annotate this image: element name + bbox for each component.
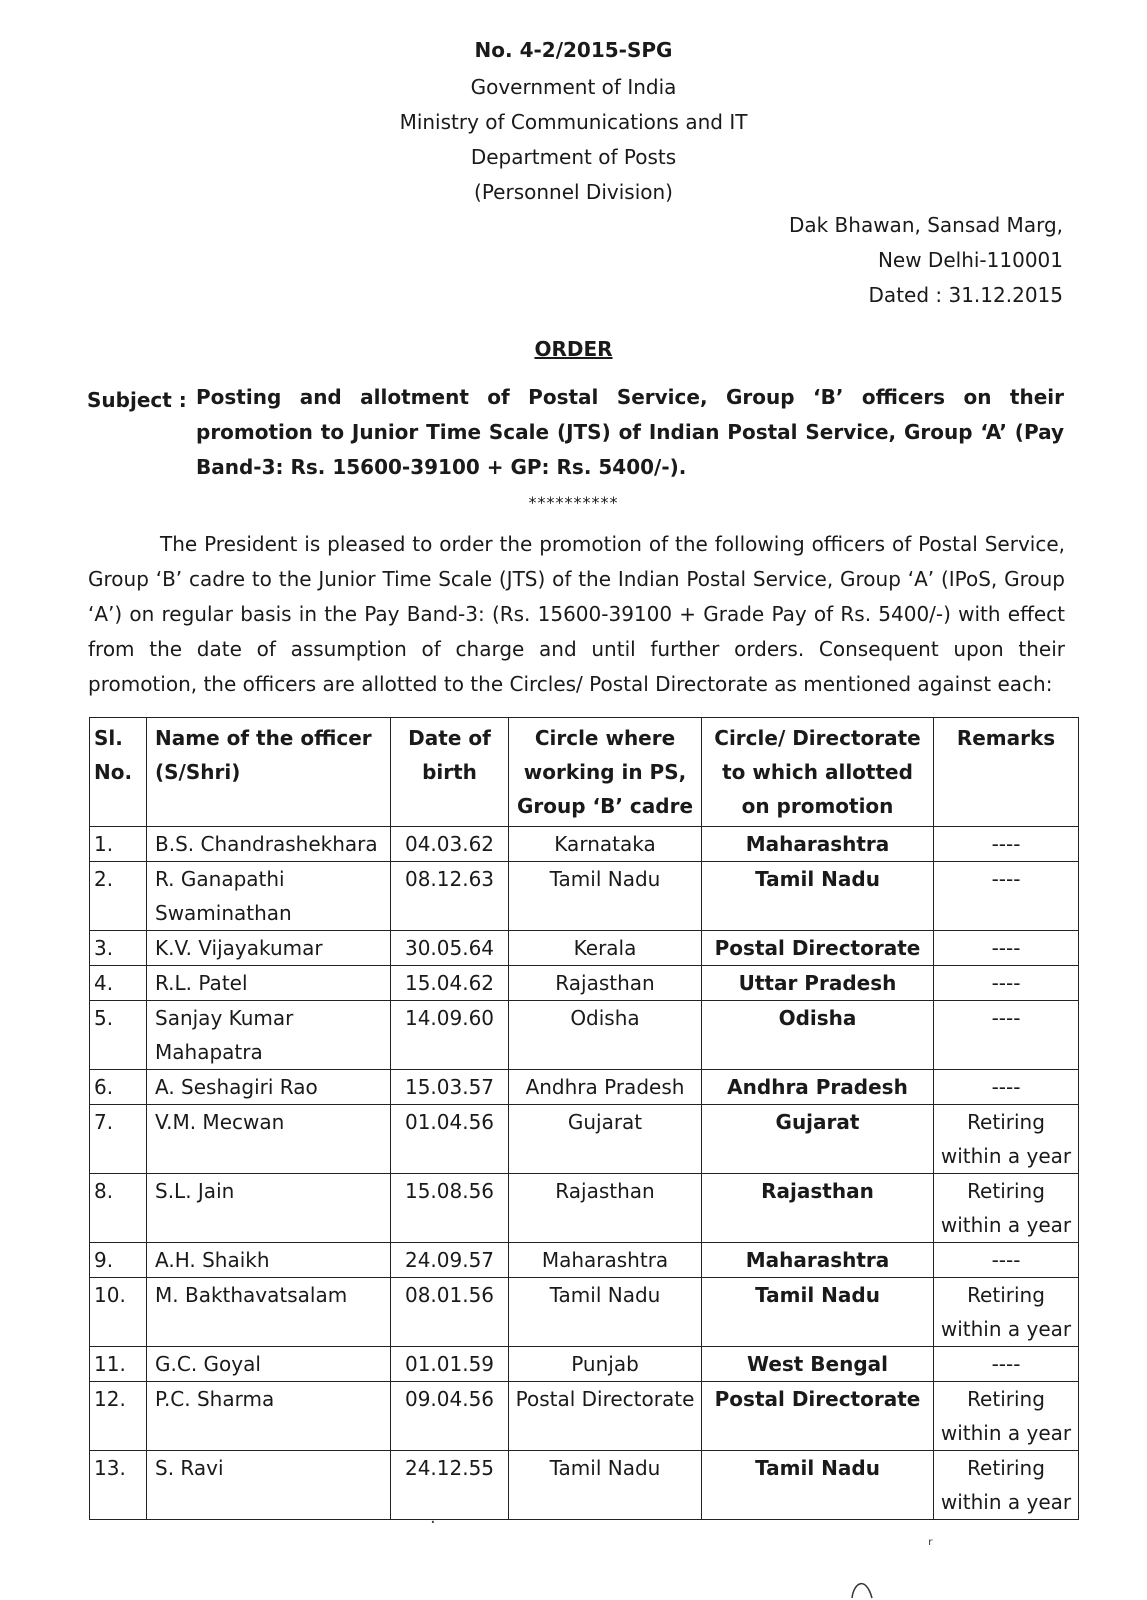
cell-working: Punjab [509,1347,702,1382]
cell-working: Karnataka [509,827,702,862]
cell-allotted: Odisha [702,1001,934,1070]
scan-speck: · [430,1512,436,1533]
cell-allotted: West Bengal [702,1347,934,1382]
header-remarks: Remarks [934,718,1079,827]
address-line-2: New Delhi-110001 [877,248,1063,272]
cell-remarks: ---- [934,1070,1079,1105]
table-row [90,1382,1079,1451]
cell-name: R.L. Patel [147,966,391,1001]
header-sl-no: Sl. No. [90,718,147,827]
cell-sl: 8. [90,1174,147,1243]
table-row [90,931,1079,966]
table-row [90,827,1079,862]
header-officer-name: Name of the officer (S/Shri) [147,718,391,827]
cell-name: G.C. Goyal [147,1347,391,1382]
table-header-row [90,718,1079,827]
cell-remarks: ---- [934,827,1079,862]
cell-remarks: Retiring within a year [934,1278,1079,1347]
cell-working: Tamil Nadu [509,1451,702,1520]
header-circle-working: Circle where working in PS, Group ‘B’ cadre [509,718,702,827]
cell-working: Andhra Pradesh [509,1070,702,1105]
cell-allotted: Tamil Nadu [702,862,934,931]
cell-name: R. Ganapathi Swaminathan [147,862,391,931]
cell-dob: 08.12.63 [391,862,509,931]
cell-remarks: Retiring within a year [934,1451,1079,1520]
cell-remarks: ---- [934,1001,1079,1070]
cell-name: S.L. Jain [147,1174,391,1243]
cell-sl: 7. [90,1105,147,1174]
cell-dob: 15.08.56 [391,1174,509,1243]
cell-working: Gujarat [509,1105,702,1174]
cell-working: Rajasthan [509,966,702,1001]
table-row [90,862,1079,931]
table-row [90,1347,1079,1382]
table-row [90,966,1079,1001]
cell-working: Tamil Nadu [509,1278,702,1347]
address-line-1: Dak Bhawan, Sansad Marg, [788,213,1063,237]
cell-allotted: Tamil Nadu [702,1278,934,1347]
cell-dob: 30.05.64 [391,931,509,966]
subject-text: Posting and allotment of Postal Service, Group ‘B’ officers on their promotion to Junior Time Scale (JTS) of Indian Postal Service, Group ‘A’ (Pay Band-3: Rs. 15600-39100 + GP: Rs. 5400/-). [196,385,1064,479]
dated: Dated : 31.12.2015 [868,283,1063,307]
cell-remarks: Retiring within a year [934,1382,1079,1451]
cell-sl: 3. [90,931,147,966]
cell-remarks: ---- [934,966,1079,1001]
header-date-of-birth: Date of birth [391,718,509,827]
cell-dob: 14.09.60 [391,1001,509,1070]
cell-name: P.C. Sharma [147,1382,391,1451]
header-circle-allotted: Circle/ Directorate to which allotted on promotion [702,718,934,827]
cell-sl: 11. [90,1347,147,1382]
cell-dob: 01.04.56 [391,1105,509,1174]
cell-sl: 6. [90,1070,147,1105]
cell-dob: 04.03.62 [391,827,509,862]
cell-remarks: ---- [934,931,1079,966]
document-title: ORDER [534,337,613,361]
table-row [90,1105,1079,1174]
header-ministry: Ministry of Communications and IT [399,110,748,134]
cell-sl: 2. [90,862,147,931]
cell-dob: 01.01.59 [391,1347,509,1382]
cell-dob: 24.12.55 [391,1451,509,1520]
cell-working: Maharashtra [509,1243,702,1278]
cell-sl: 5. [90,1001,147,1070]
cell-allotted: Postal Directorate [702,1382,934,1451]
cell-working: Odisha [509,1001,702,1070]
cell-allotted: Rajasthan [702,1174,934,1243]
cell-working: Postal Directorate [509,1382,702,1451]
cell-dob: 15.04.62 [391,966,509,1001]
cell-name: B.S. Chandrashekhara [147,827,391,862]
cell-sl: 13. [90,1451,147,1520]
order-number: No. 4-2/2015-SPG [474,38,673,62]
table-row [90,1278,1079,1347]
cell-name: K.V. Vijayakumar [147,931,391,966]
table-row [90,1070,1079,1105]
cell-sl: 10. [90,1278,147,1347]
table-row [90,1243,1079,1278]
subject-label: Subject : [87,388,187,412]
cell-remarks: ---- [934,1347,1079,1382]
cell-allotted: Maharashtra [702,1243,934,1278]
cell-remarks: ---- [934,862,1079,931]
header-division: (Personnel Division) [474,180,673,204]
cell-dob: 08.01.56 [391,1278,509,1347]
cell-allotted: Uttar Pradesh [702,966,934,1001]
cell-dob: 09.04.56 [391,1382,509,1451]
cell-working: Kerala [509,931,702,966]
cell-name: A. Seshagiri Rao [147,1070,391,1105]
table-row [90,1174,1079,1243]
cell-remarks: Retiring within a year [934,1105,1079,1174]
cell-name: Sanjay Kumar Mahapatra [147,1001,391,1070]
cell-dob: 15.03.57 [391,1070,509,1105]
separator: ********** [528,493,619,512]
cell-sl: 1. [90,827,147,862]
officers-table [89,717,1079,1520]
cell-name: A.H. Shaikh [147,1243,391,1278]
cell-allotted: Gujarat [702,1105,934,1174]
cell-allotted: Postal Directorate [702,931,934,966]
table-row [90,1451,1079,1520]
cell-sl: 4. [90,966,147,1001]
handwriting-fragment [848,1572,878,1600]
cell-allotted: Tamil Nadu [702,1451,934,1520]
cell-allotted: Andhra Pradesh [702,1070,934,1105]
cell-working: Rajasthan [509,1174,702,1243]
pen-mark: ʳ [928,1535,933,1556]
table-row [90,1001,1079,1070]
cell-working: Tamil Nadu [509,862,702,931]
cell-sl: 9. [90,1243,147,1278]
cell-name: M. Bakthavatsalam [147,1278,391,1347]
cell-sl: 12. [90,1382,147,1451]
cell-remarks: Retiring within a year [934,1174,1079,1243]
cell-remarks: ---- [934,1243,1079,1278]
cell-name: S. Ravi [147,1451,391,1520]
header-department: Department of Posts [470,145,677,169]
cell-allotted: Maharashtra [702,827,934,862]
header-government: Government of India [470,75,677,99]
cell-dob: 24.09.57 [391,1243,509,1278]
order-paragraph: The President is pleased to order the promotion of the following officers of Postal Service, Group ‘B’ cadre to the Junior Time Scale (JTS) of the Indian Postal Service, Group ‘A’ (IPoS, Group ‘A’) on regular basis in the Pay Band-3: (Rs. 15600-39100 + Grade Pay of Rs. 5400/-) with effect from the date of assumption of charge and until further orders. Consequent upon their promotion, the officers are allotted to the Circles/ Postal Directorate as mentioned against each: [88,532,1065,696]
cell-name: V.M. Mecwan [147,1105,391,1174]
